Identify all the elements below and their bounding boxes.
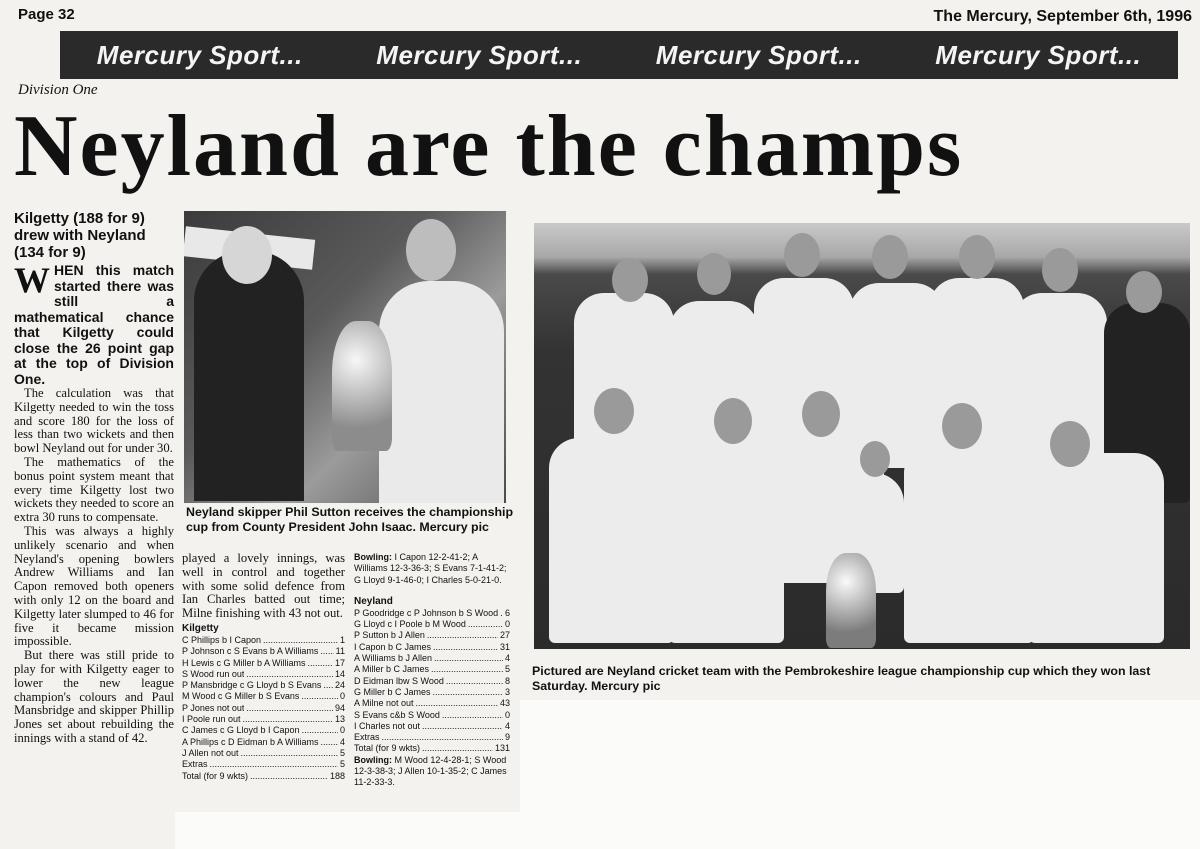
standfirst: Kilgetty (188 for 9) drew with Neyland (134 for 9) <box>14 210 146 261</box>
batsman-score: 27 <box>499 630 510 641</box>
batsman-score: 43 <box>499 698 510 709</box>
scorecard-row <box>182 703 345 714</box>
batsman-dismissal: S Wood run out <box>182 668 245 679</box>
player-head <box>1042 248 1078 292</box>
batsman-score: 1 <box>339 634 345 645</box>
scorecard-row <box>182 771 345 782</box>
scorecard-row <box>354 619 510 630</box>
batsman-score: 0 <box>339 725 345 736</box>
batsman-dismissal: I Poole run out <box>182 714 241 725</box>
scorecard-row <box>182 658 345 669</box>
player-head <box>872 235 908 279</box>
scorecard-row <box>182 635 345 646</box>
bowling-label: Bowling: <box>354 552 392 562</box>
batsman-dismissal: J Allen not out <box>182 747 239 758</box>
player-head <box>714 398 752 444</box>
dot-leader <box>246 703 333 714</box>
batsman-dismissal: S Evans c&b S Wood <box>354 709 440 720</box>
scorecard-row <box>182 759 345 770</box>
scorecard-row <box>354 642 510 653</box>
team-photo <box>534 223 1190 649</box>
scorecard-row <box>182 691 345 702</box>
scorecard-row <box>182 646 345 657</box>
body-paragraph-continued: played a lovely innings, was well in control and together with some solid defence from Ian Charles batted out time; Milne finishing with 43 not out. <box>182 551 345 621</box>
batsman-score: 3 <box>504 686 510 697</box>
scorecard-row <box>182 714 345 725</box>
dot-leader <box>431 664 503 675</box>
drop-cap: W <box>14 260 50 300</box>
player-head <box>959 235 995 279</box>
president-head <box>222 226 272 284</box>
player-figure <box>669 448 784 643</box>
lead-paragraph <box>14 260 174 387</box>
page-number: Page 32 <box>18 6 75 23</box>
skipper-head <box>406 219 456 281</box>
player-head <box>612 258 648 302</box>
batsman-dismissal: P Goodridge c P Johnson b S Wood <box>354 607 499 618</box>
scorecard-row <box>182 748 345 759</box>
skipper-figure <box>379 281 504 503</box>
dot-leader <box>263 635 338 646</box>
batsman-dismissal: P Sutton b J Allen <box>354 630 425 641</box>
bowling-neyland <box>354 755 510 789</box>
trophy-presentation-photo <box>184 211 506 503</box>
dot-leader <box>442 710 503 721</box>
batsman-score: 4 <box>504 720 510 731</box>
batsman-dismissal: C Phillips b I Capon <box>182 634 262 645</box>
dot-leader <box>433 687 503 698</box>
scorecard-row <box>182 669 345 680</box>
section-label: Division One <box>18 82 98 98</box>
batsman-dismissal: I Charles not out <box>354 720 421 731</box>
dot-leader <box>250 771 328 782</box>
batsman-score: 24 <box>334 680 345 691</box>
batsman-dismissal: Extras <box>182 759 208 770</box>
batsman-dismissal: M Wood c G Miller b S Evans <box>182 691 300 702</box>
scorecard-row <box>182 680 345 691</box>
player-figure <box>549 438 674 643</box>
batsman-score: 14 <box>334 668 345 679</box>
body-paragraph: This was always a highly unlikely scenario and when Neyland's opening bowlers Andrew Williams and Ian Capon removed both openers with only 12 on the board and Kilgetty later slumped to 46 for five it became mission impossible. <box>14 523 174 649</box>
dot-leader <box>302 725 338 736</box>
player-figure <box>904 443 1034 643</box>
batsman-score: 94 <box>334 702 345 713</box>
scorecard-kilgetty <box>182 635 345 782</box>
scorecard-row <box>182 737 345 748</box>
publication-date: The Mercury, September 6th, 1996 <box>933 8 1192 25</box>
batsman-dismissal: P Johnson c S Evans b A Williams <box>182 646 319 657</box>
batsman-dismissal: A Phillips c D Eidman b A Williams <box>182 736 319 747</box>
banner-item: Mercury Sport... <box>376 39 583 70</box>
batsman-score: 0 <box>504 619 510 630</box>
batsman-dismissal: C James c G Lloyd b I Capon <box>182 725 300 736</box>
banner-item: Mercury Sport... <box>96 39 303 70</box>
article-column-3 <box>354 552 510 789</box>
dot-leader <box>243 714 333 725</box>
dot-leader <box>446 676 503 687</box>
scorecard-row <box>182 725 345 736</box>
dot-leader <box>422 743 493 754</box>
dot-leader <box>382 732 503 743</box>
player-head <box>1126 271 1162 313</box>
dot-leader <box>500 608 503 619</box>
batsman-score: 5 <box>339 747 345 758</box>
scorecard-row <box>354 630 510 641</box>
batsman-dismissal: A Milne not out <box>354 698 414 709</box>
blank-strip <box>175 812 520 849</box>
headline: Neyland are the champs <box>14 98 964 195</box>
dot-leader <box>320 646 333 657</box>
player-head <box>594 388 634 434</box>
championship-cup <box>332 321 392 451</box>
batsman-dismissal: A Williams b J Allen <box>354 653 433 664</box>
batsman-score: 4 <box>504 653 510 664</box>
dot-leader <box>416 698 498 709</box>
player-head <box>784 233 820 277</box>
dot-leader <box>210 759 338 770</box>
batsman-score: 17 <box>334 657 345 668</box>
bowling-label: Bowling: <box>354 754 392 765</box>
scorecard-row <box>354 664 510 675</box>
player-head <box>697 253 731 295</box>
league-championship-cup <box>826 553 876 648</box>
scorecard-row <box>354 653 510 664</box>
scorecard-neyland <box>354 608 510 755</box>
bowling-figures: I Capon 12-2-41-2; A Williams 12-3-36-3; S Evans 7-1-41-2; G Lloyd 9-1-46-0; I Charles 5-0-21-0. <box>354 552 507 585</box>
batsman-score: 13 <box>334 714 345 725</box>
player-figure <box>1029 453 1164 643</box>
batsman-dismissal: G Lloyd c I Poole b M Wood <box>354 619 466 630</box>
batsman-score: 188 <box>329 770 345 781</box>
batsman-dismissal: Total (for 9 wkts) <box>182 770 249 781</box>
article-column-1 <box>14 210 174 746</box>
player-head <box>1050 421 1090 467</box>
batsman-dismissal: Total (for 9 wkts) <box>354 743 421 754</box>
bowling-kilgetty <box>354 552 510 586</box>
dot-leader <box>323 680 333 691</box>
article-column-2 <box>182 552 345 782</box>
batsman-score: 31 <box>499 641 510 652</box>
batsman-score: 4 <box>339 736 345 747</box>
batsman-score: 8 <box>504 675 510 686</box>
scorecard-row <box>354 743 510 754</box>
scorecard-team-neyland: Neyland <box>354 595 393 607</box>
county-president-figure <box>194 251 304 501</box>
batsman-dismissal: G Miller b C James <box>354 686 431 697</box>
player-head <box>942 403 982 449</box>
batsman-score: 9 <box>504 732 510 743</box>
batsman-score: 0 <box>339 691 345 702</box>
batsman-dismissal: A Miller b C James <box>354 664 430 675</box>
scorecard-row <box>354 687 510 698</box>
batsman-score: 5 <box>504 664 510 675</box>
dot-leader <box>433 642 498 653</box>
batsman-dismissal: H Lewis c G Miller b A Williams <box>182 657 306 668</box>
dot-leader <box>422 721 503 732</box>
dot-leader <box>308 658 333 669</box>
dot-leader <box>241 748 338 759</box>
scorecard-row <box>354 608 510 619</box>
dot-leader <box>301 691 338 702</box>
dot-leader <box>246 669 333 680</box>
bowling-figures: M Wood 12-4-28-1; S Wood 12-3-38-3; J Allen 10-1-35-2; C James 11-2-33-3. <box>354 754 507 788</box>
scorecard-row <box>354 676 510 687</box>
batsman-dismissal: P Jones not out <box>182 702 245 713</box>
scorecard-row <box>354 698 510 709</box>
child-head <box>860 441 890 477</box>
scorecard-row <box>354 721 510 732</box>
body-paragraph: But there was still pride to play for with Kilgetty eager to lower the new league champion's colours and Paul Mansbridge and skipper Phillip Jones set about rebuilding the innings with a stand of 42. <box>14 648 174 745</box>
body-paragraph: The calculation was that Kilgetty needed to win the toss and score 180 for the loss of less than two wickets and then bowl Neyland out for under 30. <box>14 386 174 456</box>
batsman-score: 11 <box>335 646 345 657</box>
batsman-score: 5 <box>339 759 345 770</box>
batsman-dismissal: I Capon b C James <box>354 641 432 652</box>
body-paragraph: The mathematics of the bonus point system meant that every time Kilgetty lost two wickets they needed to score an extra 30 runs to compensate. <box>14 454 174 525</box>
batsman-dismissal: Extras <box>354 732 380 743</box>
photo-caption-2: Pictured are Neyland cricket team with the Pembrokeshire league championship cup which they won last Saturday. Mercury pic <box>532 664 1151 693</box>
batsman-score: 131 <box>494 743 510 754</box>
dot-leader <box>434 653 503 664</box>
dot-leader <box>468 619 503 630</box>
banner-item: Mercury Sport... <box>655 39 862 70</box>
player-head <box>802 391 840 437</box>
batsman-score: 6 <box>504 607 510 618</box>
scorecard-row <box>354 710 510 721</box>
batsman-score: 0 <box>504 709 510 720</box>
scorecard-team-kilgetty: Kilgetty <box>182 622 219 634</box>
batsman-dismissal: D Eidman lbw S Wood <box>354 675 444 686</box>
photo-caption-1: Neyland skipper Phil Sutton receives the championship cup from County President John Isaac. Mercury pic <box>186 505 514 534</box>
dot-leader <box>427 630 498 641</box>
dot-leader <box>321 737 338 748</box>
lead-text: HEN this match started there was still a mathematical chance that Kilgetty could close the 26 point gap at the top of Division One. <box>14 262 174 387</box>
sport-banner <box>60 31 1178 79</box>
scorecard-row <box>354 732 510 743</box>
blank-area <box>520 700 1200 849</box>
batsman-dismissal: P Mansbridge c G Lloyd b S Evans <box>182 680 322 691</box>
banner-item: Mercury Sport... <box>935 39 1142 70</box>
